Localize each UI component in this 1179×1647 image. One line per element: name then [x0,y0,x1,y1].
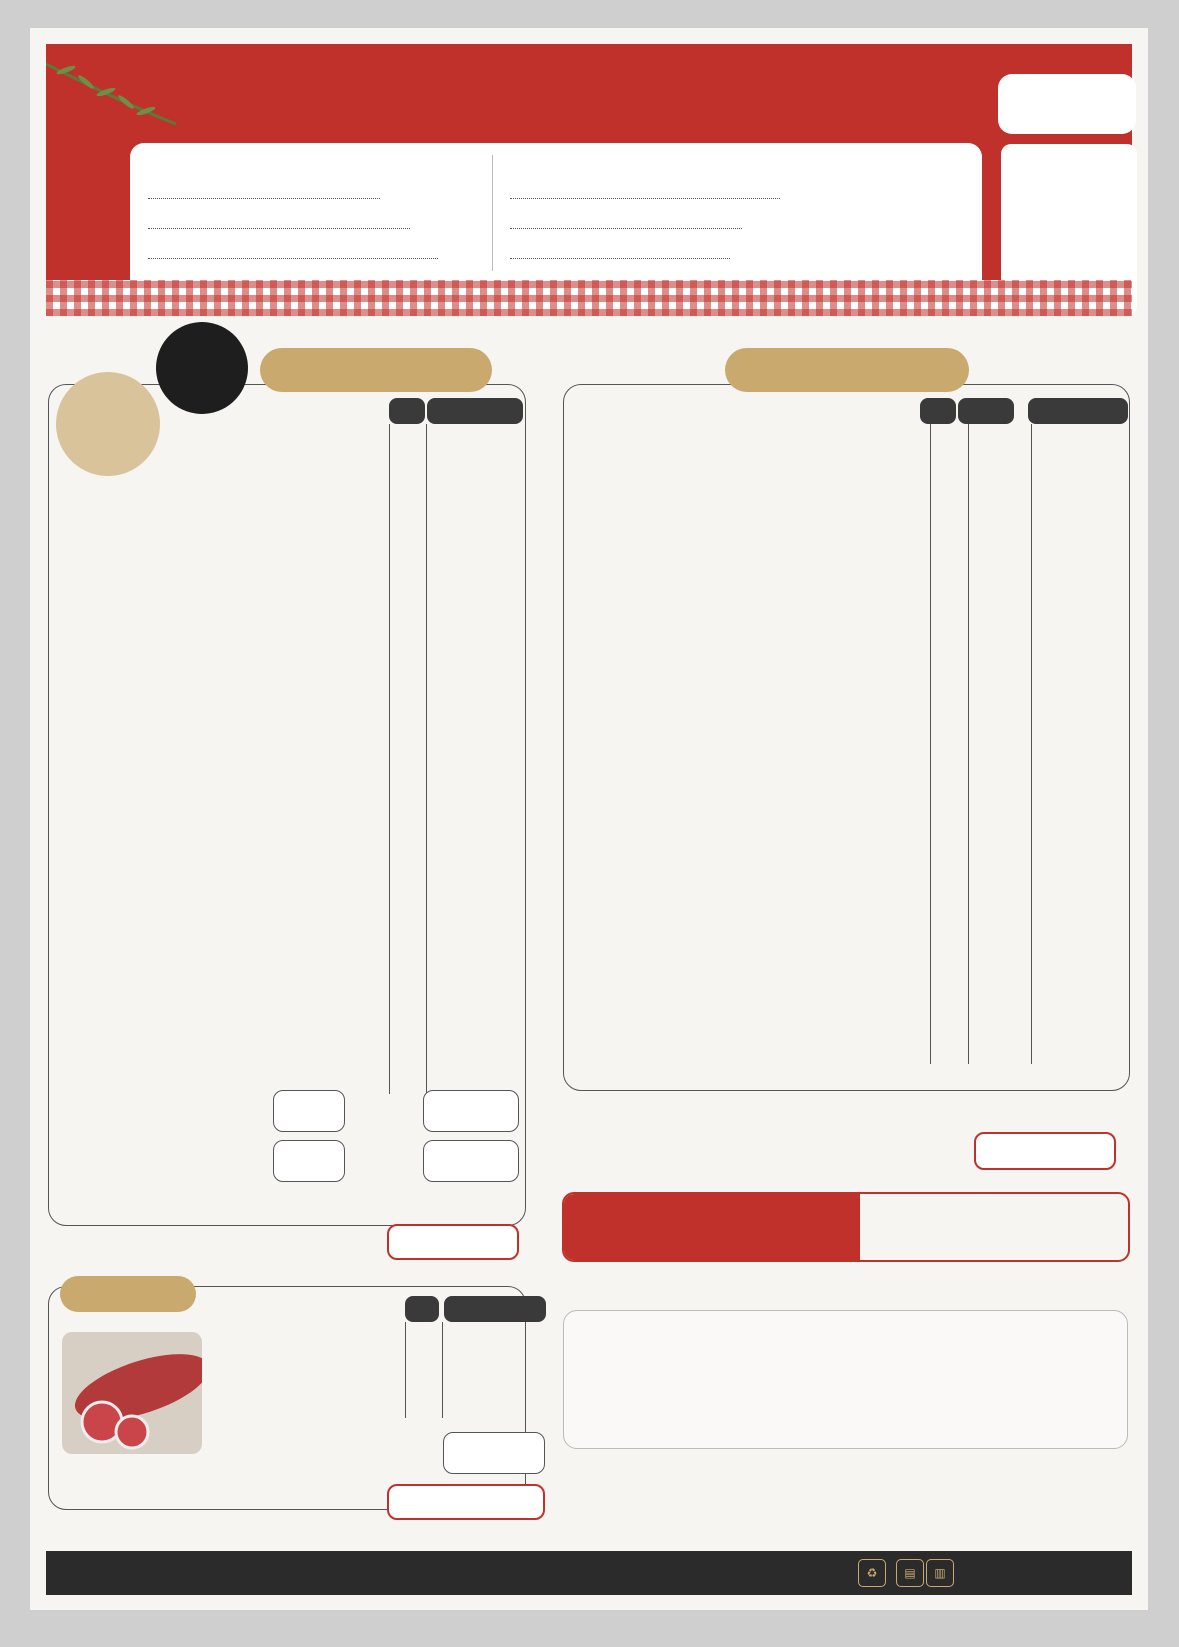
phone-field[interactable] [144,219,410,229]
organizer-number-box[interactable] [998,74,1136,134]
order-form-sheet [30,28,1148,1610]
class-field[interactable] [506,189,780,199]
extra-maigre-multiplier [443,1432,545,1474]
footer-bar [46,1551,1132,1595]
unit-qty-input[interactable] [273,1090,345,1132]
paper-icon: ▤ [896,1559,924,1587]
school-field[interactable] [506,249,730,259]
saucissons-title [260,348,492,392]
col-ref-header-2 [920,398,956,424]
student-name-field[interactable] [506,219,742,229]
compagnie-title [725,348,969,392]
grand-total-label [564,1194,860,1260]
col-ref-header-3 [405,1296,439,1322]
unit-subtotal-input[interactable] [423,1090,519,1132]
col-ref-header [389,398,425,424]
name-field[interactable] [144,189,380,199]
total-3-input[interactable] [974,1132,1116,1170]
lot-subtotal-input[interactable] [423,1140,519,1182]
col-qty-header [427,398,523,424]
email-field[interactable] [144,249,438,259]
header-banner [46,44,1132,280]
col-price-header [958,398,1014,424]
gingham-border [46,280,1132,316]
col-qty-header-3 [444,1296,546,1322]
lot-qty-input[interactable] [273,1140,345,1182]
recycle-icon: ♻ [858,1559,886,1587]
grand-total-box [562,1192,1130,1262]
online-order-panel [563,1310,1128,1449]
nouveau-title [60,1276,196,1312]
sorting-bin-icon: ▥ [926,1559,954,1587]
rosemary-decoration [46,44,186,134]
total-2-input[interactable] [387,1484,545,1520]
col-qty-header-2 [1028,398,1128,424]
compagnie-panel [563,384,1130,1091]
extra-maigre-photo [62,1332,202,1454]
total-1-input[interactable] [387,1224,519,1260]
